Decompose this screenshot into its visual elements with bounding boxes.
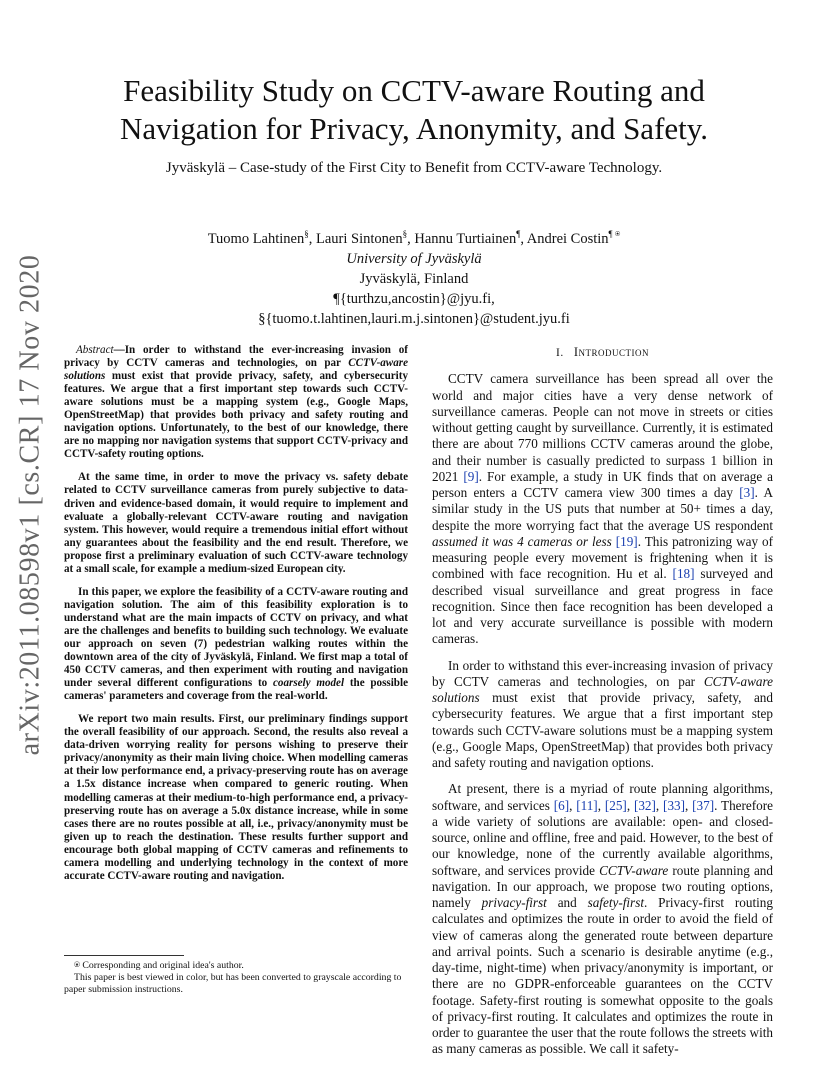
footnotes <box>64 955 408 996</box>
author-mark: § <box>402 229 408 239</box>
citation-link[interactable]: [19] <box>615 533 638 549</box>
paper-title: Feasibility Study on CCTV-aware Routing and Navigation for Privacy, Anonymity, and Safety. <box>119 73 709 146</box>
arxiv-sidebar <box>10 254 50 756</box>
author-name: Lauri Sintonen <box>316 231 403 247</box>
footnote: ⍟ Corresponding and original idea's author. <box>74 960 244 971</box>
paper-subtitle: Jyväskylä – Case-study of the First City to Benefit from CCTV-aware Technology. <box>165 160 663 176</box>
citation-link[interactable]: [11] <box>576 797 598 813</box>
footnote: This paper is best viewed in color, but has been converted to grayscale according to paper submission instructions. <box>64 972 402 995</box>
footnote-rule <box>64 955 184 956</box>
affiliation: University of Jyväskylä <box>346 251 482 267</box>
author-name: Hannu Turtiainen <box>414 231 517 247</box>
citation-link[interactable]: [18] <box>672 566 695 582</box>
arxiv-id: arXiv:2011.08598v1 [cs.CR] 17 Nov 2020 <box>14 254 45 756</box>
author-mark: § <box>304 229 309 239</box>
citation-link[interactable]: [6] <box>553 797 570 813</box>
email-line: ¶{turthzu,ancostin}@jyu.fi, <box>333 291 495 307</box>
citation-link[interactable]: [37] <box>692 797 715 813</box>
body-paragraph: At present, there is a myriad of route planning algorithms, software, and services [6], [11], [25], [32], [33], [37]. Therefore a wide variety of solutions are available: open- and closed-source, online and offline, free and paid. However, to the best of our knowledge, none of the currently available algorithms, software, and services provide CCTV-aware route planning and navigation. In our approach, we propose two routing options, namely privacy-first and safety-first. Privacy-first routing calculates and optimizes the route in order to avoid the field of view of cameras along the generated route between departure and arrival points. Such a scenario is desirable anytime (e.g., day-time, night-time) when privacy/anonymity is important, or there are no GDPR-enforceable guarantees on the CCTV footage. Safety-first routing is somewhat opposite to the goals of privacy-first routing. It calculates and optimizes the route in order to guarantee the user that the route follows the streets with as many cameras as possible. We call it safety- <box>432 781 774 1057</box>
citation-link[interactable]: [32] <box>633 797 656 813</box>
abstract-column <box>64 344 408 893</box>
author-mark: ¶ ⍟ <box>608 229 621 239</box>
section-heading: I. Introduction <box>555 345 649 359</box>
author-name: Tuomo Lahtinen <box>207 231 305 247</box>
citation-link[interactable]: [3] <box>739 485 755 500</box>
abstract-paragraph: At the same time, in order to move the privacy vs. safety debate related to CCTV surveillance cameras from purely subjective to data-driven and evidence-based domain, it would require to implement and evaluate a globally-relevant CCTV-aware routing and navigation system. This however, would require a tremendous initial effort without any guarantees about the feasibility and the end result. Therefore, we propose first a preliminary evaluation of such CCTV-aware technology at a small scale, for example a medium-sized European city. <box>64 471 408 575</box>
author-block <box>60 229 768 329</box>
author-name: Andrei Costin <box>526 231 609 247</box>
abstract-paragraph: Abstract—In order to withstand the ever-increasing invasion of privacy by CCTV cameras and technologies, on par CCTV-aware solutions must exist that provide privacy, safety, and cybersecurity features. We argue that a first important step towards such CCTV-aware solutions must be a mapping system (e.g., Google Maps, OpenStreetMap) that provides both privacy and safety routing and navigation options. Unfortunately, to the best of our knowledge, there are no mapping nor navigation systems that support CCTV-privacy and CCTV-safety routing options. <box>64 344 408 461</box>
abstract-paragraph: In this paper, we explore the feasibility of a CCTV-aware routing and navigation solution. The aim of this feasibility exploration is to understand what are the main impacts of CCTV on privacy, and what are the challenges and benefits to building such technology. We evaluate our approach on seven (7) pedestrian walking routes within the downtown area of the city of Jyväskylä, Finland. We first map a total of 450 CCTV cameras, and then experiment with routing and navigation under several different configurations to coarsely model the possible cameras' parameters and coverage from the real-world. <box>64 585 408 703</box>
intro-column <box>432 344 773 1068</box>
body-paragraph: CCTV camera surveillance has been spread all over the world and major cities have a very dense network of surveillance cameras. People can not move in streets or cities without getting caught by surveillance. Currently, it is estimated there are about 770 millions CCTV cameras around the globe, and their number is casually predicted to surpass 1 billion in 2021 [9]. For example, a study in UK finds that on average a person enters a CCTV camera view 300 times a day [3]. A similar study in the US puts that number at 50+ times a day, despite the more worrying fact that the average US respondent assumed it was 4 cameras or less [19]. This patronizing way of measuring people every movement is frightening when it is combined with face recognition. Hu et al. [18] surveyed and described visual surveillance and great progress in face recognition. Since then face recognition has been developed a lot and very accurate surveillance is possible with modern cameras. <box>432 371 774 647</box>
location: Jyväskylä, Finland <box>359 271 469 287</box>
citation-link[interactable]: [9] <box>463 468 479 484</box>
author-mark: ¶ <box>516 229 521 239</box>
citation-link[interactable]: [25] <box>604 797 627 813</box>
body-paragraph: In order to withstand this ever-increasing invasion of privacy by CCTV cameras and technologies, on par CCTV-aware solutions must exist that provide privacy, safety, and cybersecurity features. We argue that a first important step towards such CCTV-aware solutions must be a mapping system (e.g., Google Maps, OpenStreetMap) that provides both privacy and safety routing and navigation options. <box>432 657 773 770</box>
author-list: Tuomo Lahtinen§, Lauri Sintonen§, Hannu Turtiainen¶, Andrei Costin¶ ⍟ <box>207 229 621 247</box>
abstract-heading: Abstract <box>76 344 114 356</box>
abstract-paragraph: We report two main results. First, our preliminary findings support the overall feasibility of our approach. Second, the results also reveal a data-driven worrying reality for persons wishing to preserve their privacy/anonymity as their main living choice. When modelling cameras at their low performance end, a privacy-preserving route has on average a 1.5x distance increase when compared to generic routing. When modelling cameras at their medium-to-high performance end, a privacy-preserving route has on average a 5.0x distance increase, while in some cases there are no routes possible at all, i.e., privacy/anonymity must be given up to reach the destination. These results further support and encourage both global mapping of CCTV cameras and refinements to camera modelling and underlying technology in the context of more accurate CCTV-aware routing and navigation. <box>64 713 408 882</box>
email-line: §{tuomo.t.lahtinen,lauri.m.j.sintonen}@student.jyu.fi <box>258 311 570 327</box>
citation-link[interactable]: [33] <box>663 797 686 813</box>
